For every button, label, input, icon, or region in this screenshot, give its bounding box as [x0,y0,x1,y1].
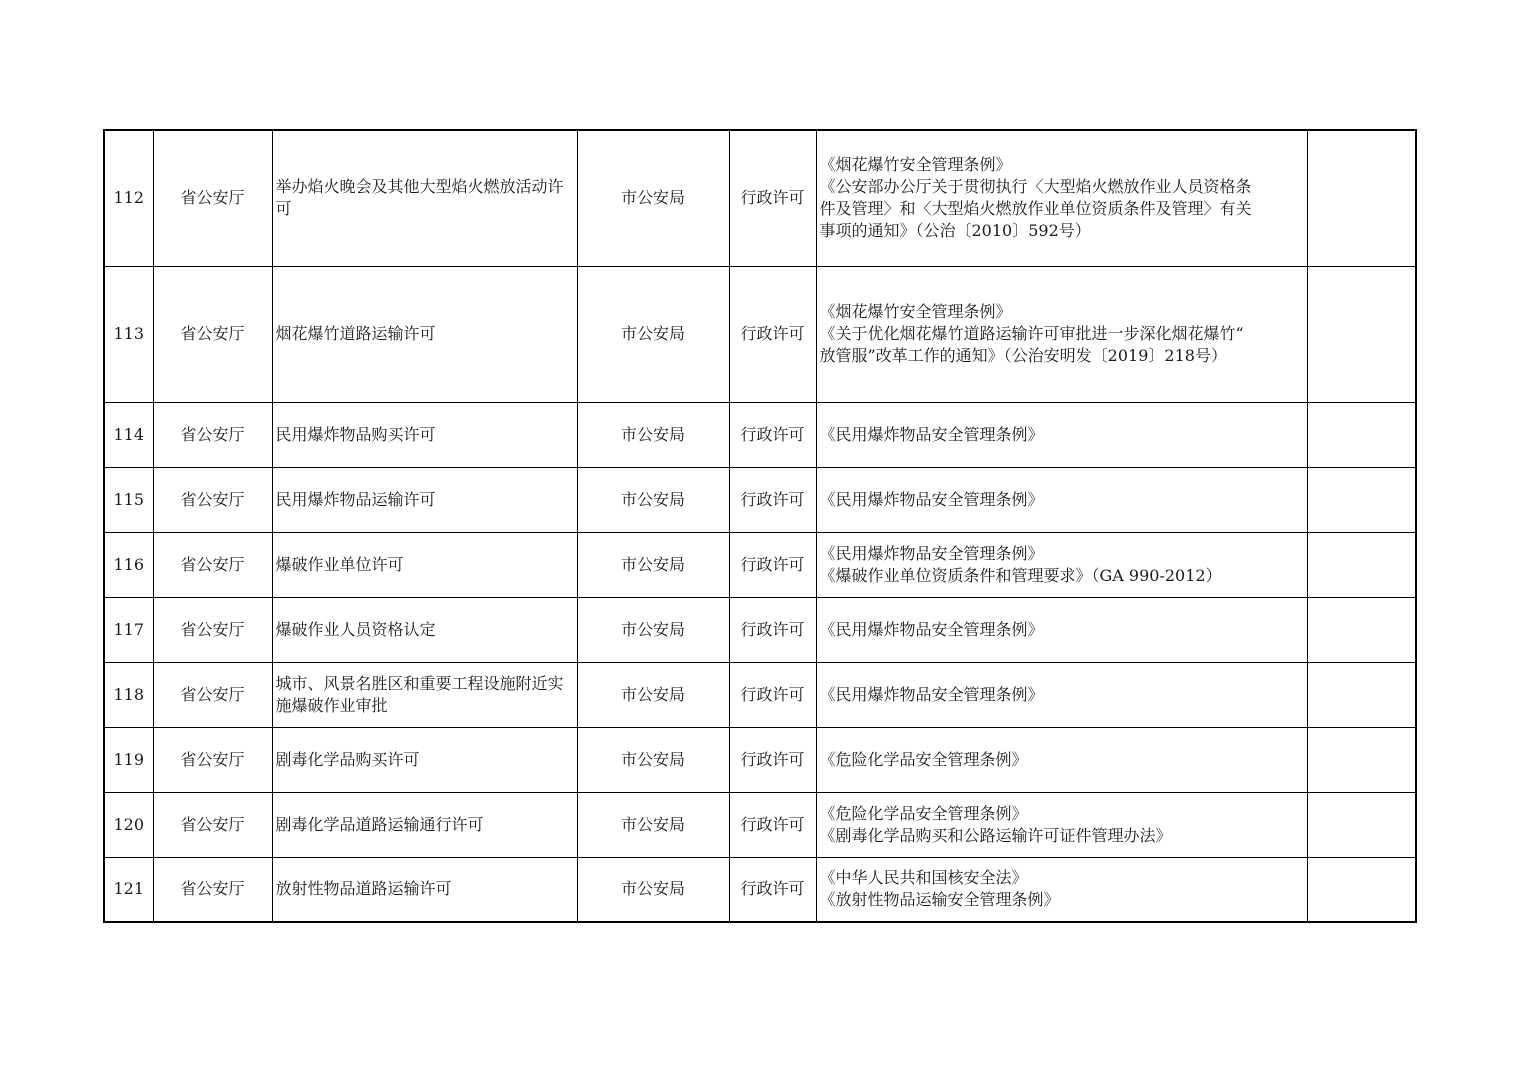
legal-basis-line: 《民用爆炸物品安全管理条例》 [819,684,1044,704]
legal-basis-line: 《民用爆炸物品安全管理条例》 [819,619,1044,639]
legal-basis-cell [816,266,1307,402]
item-type-cell: 行政许可 [729,130,816,266]
remarks-cell [1307,266,1416,402]
legal-basis-cell [816,467,1307,532]
item-name-cell: 民用爆炸物品购买许可 [272,402,577,467]
legal-basis-cell [816,597,1307,662]
row-number-cell: 116 [104,532,153,597]
remarks-cell [1307,130,1416,266]
legal-basis-cell [816,130,1307,266]
item-name-cell: 举办焰火晚会及其他大型焰火燃放活动许可 [272,130,577,266]
legal-basis-cell [816,792,1307,857]
item-name-cell: 剧毒化学品购买许可 [272,727,577,792]
legal-basis-cell [816,727,1307,792]
remarks-cell [1307,727,1416,792]
remarks-cell [1307,467,1416,532]
legal-basis-line: 《危险化学品安全管理条例》 [819,803,1028,823]
competent-department-cell: 省公安厅 [153,130,272,266]
table-row [104,792,1416,857]
legal-basis-line: 《烟花爆竹安全管理条例》 [819,302,1012,321]
implementing-agency-cell: 市公安局 [577,532,729,597]
implementing-agency-cell: 市公安局 [577,467,729,532]
legal-basis-line: 《民用爆炸物品安全管理条例》 [819,543,1044,563]
table-row [104,662,1416,727]
item-type-cell: 行政许可 [729,792,816,857]
row-number-cell: 118 [104,662,153,727]
legal-basis-cell [816,532,1307,597]
item-type-cell: 行政许可 [729,857,816,922]
competent-department-cell: 省公安厅 [153,727,272,792]
item-name-cell: 烟花爆竹道路运输许可 [272,266,577,402]
table-row [104,597,1416,662]
item-name-cell: 放射性物品道路运输许可 [272,857,577,922]
table-row [104,532,1416,597]
item-name-cell: 城市、风景名胜区和重要工程设施附近实施爆破作业审批 [272,662,577,727]
competent-department-cell: 省公安厅 [153,402,272,467]
remarks-cell [1307,597,1416,662]
competent-department-cell: 省公安厅 [153,266,272,402]
legal-basis-line: 件及管理〉和〈大型焰火燃放作业单位资质条件及管理〉有关 [819,199,1252,219]
item-type-cell: 行政许可 [729,597,816,662]
implementing-agency-cell: 市公安局 [577,266,729,402]
item-name-cell: 民用爆炸物品运输许可 [272,467,577,532]
legal-basis-line: 《民用爆炸物品安全管理条例》 [819,424,1044,444]
table-body [104,130,1416,922]
legal-basis-line: 《爆破作业单位资质条件和管理要求》（GA 990-2012） [819,565,1222,585]
table-row [104,727,1416,792]
item-name-cell: 爆破作业单位许可 [272,532,577,597]
row-number-cell: 117 [104,597,153,662]
legal-basis-line: 《民用爆炸物品安全管理条例》 [819,489,1044,509]
table-row [104,266,1416,402]
legal-basis-cell [816,857,1307,922]
row-number-cell: 120 [104,792,153,857]
legal-basis-line: 《烟花爆竹安全管理条例》 [819,155,1012,175]
table-row [104,467,1416,532]
legal-basis-line: 《关于优化烟花爆竹道路运输许可审批进一步深化烟花爆竹“ [819,324,1244,343]
table-row [104,857,1416,922]
implementing-agency-cell: 市公安局 [577,402,729,467]
implementing-agency-cell: 市公安局 [577,727,729,792]
row-number-cell: 121 [104,857,153,922]
legal-basis-line: 事项的通知》（公治〔2010〕592号） [819,221,1091,241]
legal-basis-cell [816,402,1307,467]
remarks-cell [1307,532,1416,597]
remarks-cell [1307,662,1416,727]
remarks-cell [1307,402,1416,467]
permit-table [103,129,1417,923]
table-row [104,402,1416,467]
legal-basis-line: 《公安部办公厅关于贯彻执行〈大型焰火燃放作业人员资格条 [819,177,1252,197]
item-type-cell: 行政许可 [729,467,816,532]
legal-basis-line: 《中华人民共和国核安全法》 [819,868,1028,888]
row-number-cell: 114 [104,402,153,467]
item-type-cell: 行政许可 [729,402,816,467]
remarks-cell [1307,792,1416,857]
item-name-cell: 剧毒化学品道路运输通行许可 [272,792,577,857]
implementing-agency-cell: 市公安局 [577,597,729,662]
item-name-cell: 爆破作业人员资格认定 [272,597,577,662]
item-type-cell: 行政许可 [729,266,816,402]
implementing-agency-cell: 市公安局 [577,662,729,727]
row-number-cell: 113 [104,266,153,402]
competent-department-cell: 省公安厅 [153,792,272,857]
implementing-agency-cell: 市公安局 [577,857,729,922]
item-type-cell: 行政许可 [729,727,816,792]
legal-basis-line: 《放射性物品运输安全管理条例》 [819,890,1060,910]
competent-department-cell: 省公安厅 [153,662,272,727]
competent-department-cell: 省公安厅 [153,532,272,597]
item-type-cell: 行政许可 [729,532,816,597]
competent-department-cell: 省公安厅 [153,597,272,662]
row-number-cell: 115 [104,467,153,532]
implementing-agency-cell: 市公安局 [577,130,729,266]
legal-basis-line: 放管服”改革工作的通知》（公治安明发〔2019〕218号） [819,346,1227,365]
legal-basis-line: 《危险化学品安全管理条例》 [819,749,1028,769]
remarks-cell [1307,857,1416,922]
implementing-agency-cell: 市公安局 [577,792,729,857]
competent-department-cell: 省公安厅 [153,857,272,922]
table-row [104,130,1416,266]
row-number-cell: 112 [104,130,153,266]
competent-department-cell: 省公安厅 [153,467,272,532]
legal-basis-line: 《剧毒化学品购买和公路运输许可证件管理办法》 [819,825,1172,845]
legal-basis-cell [816,662,1307,727]
row-number-cell: 119 [104,727,153,792]
item-type-cell: 行政许可 [729,662,816,727]
